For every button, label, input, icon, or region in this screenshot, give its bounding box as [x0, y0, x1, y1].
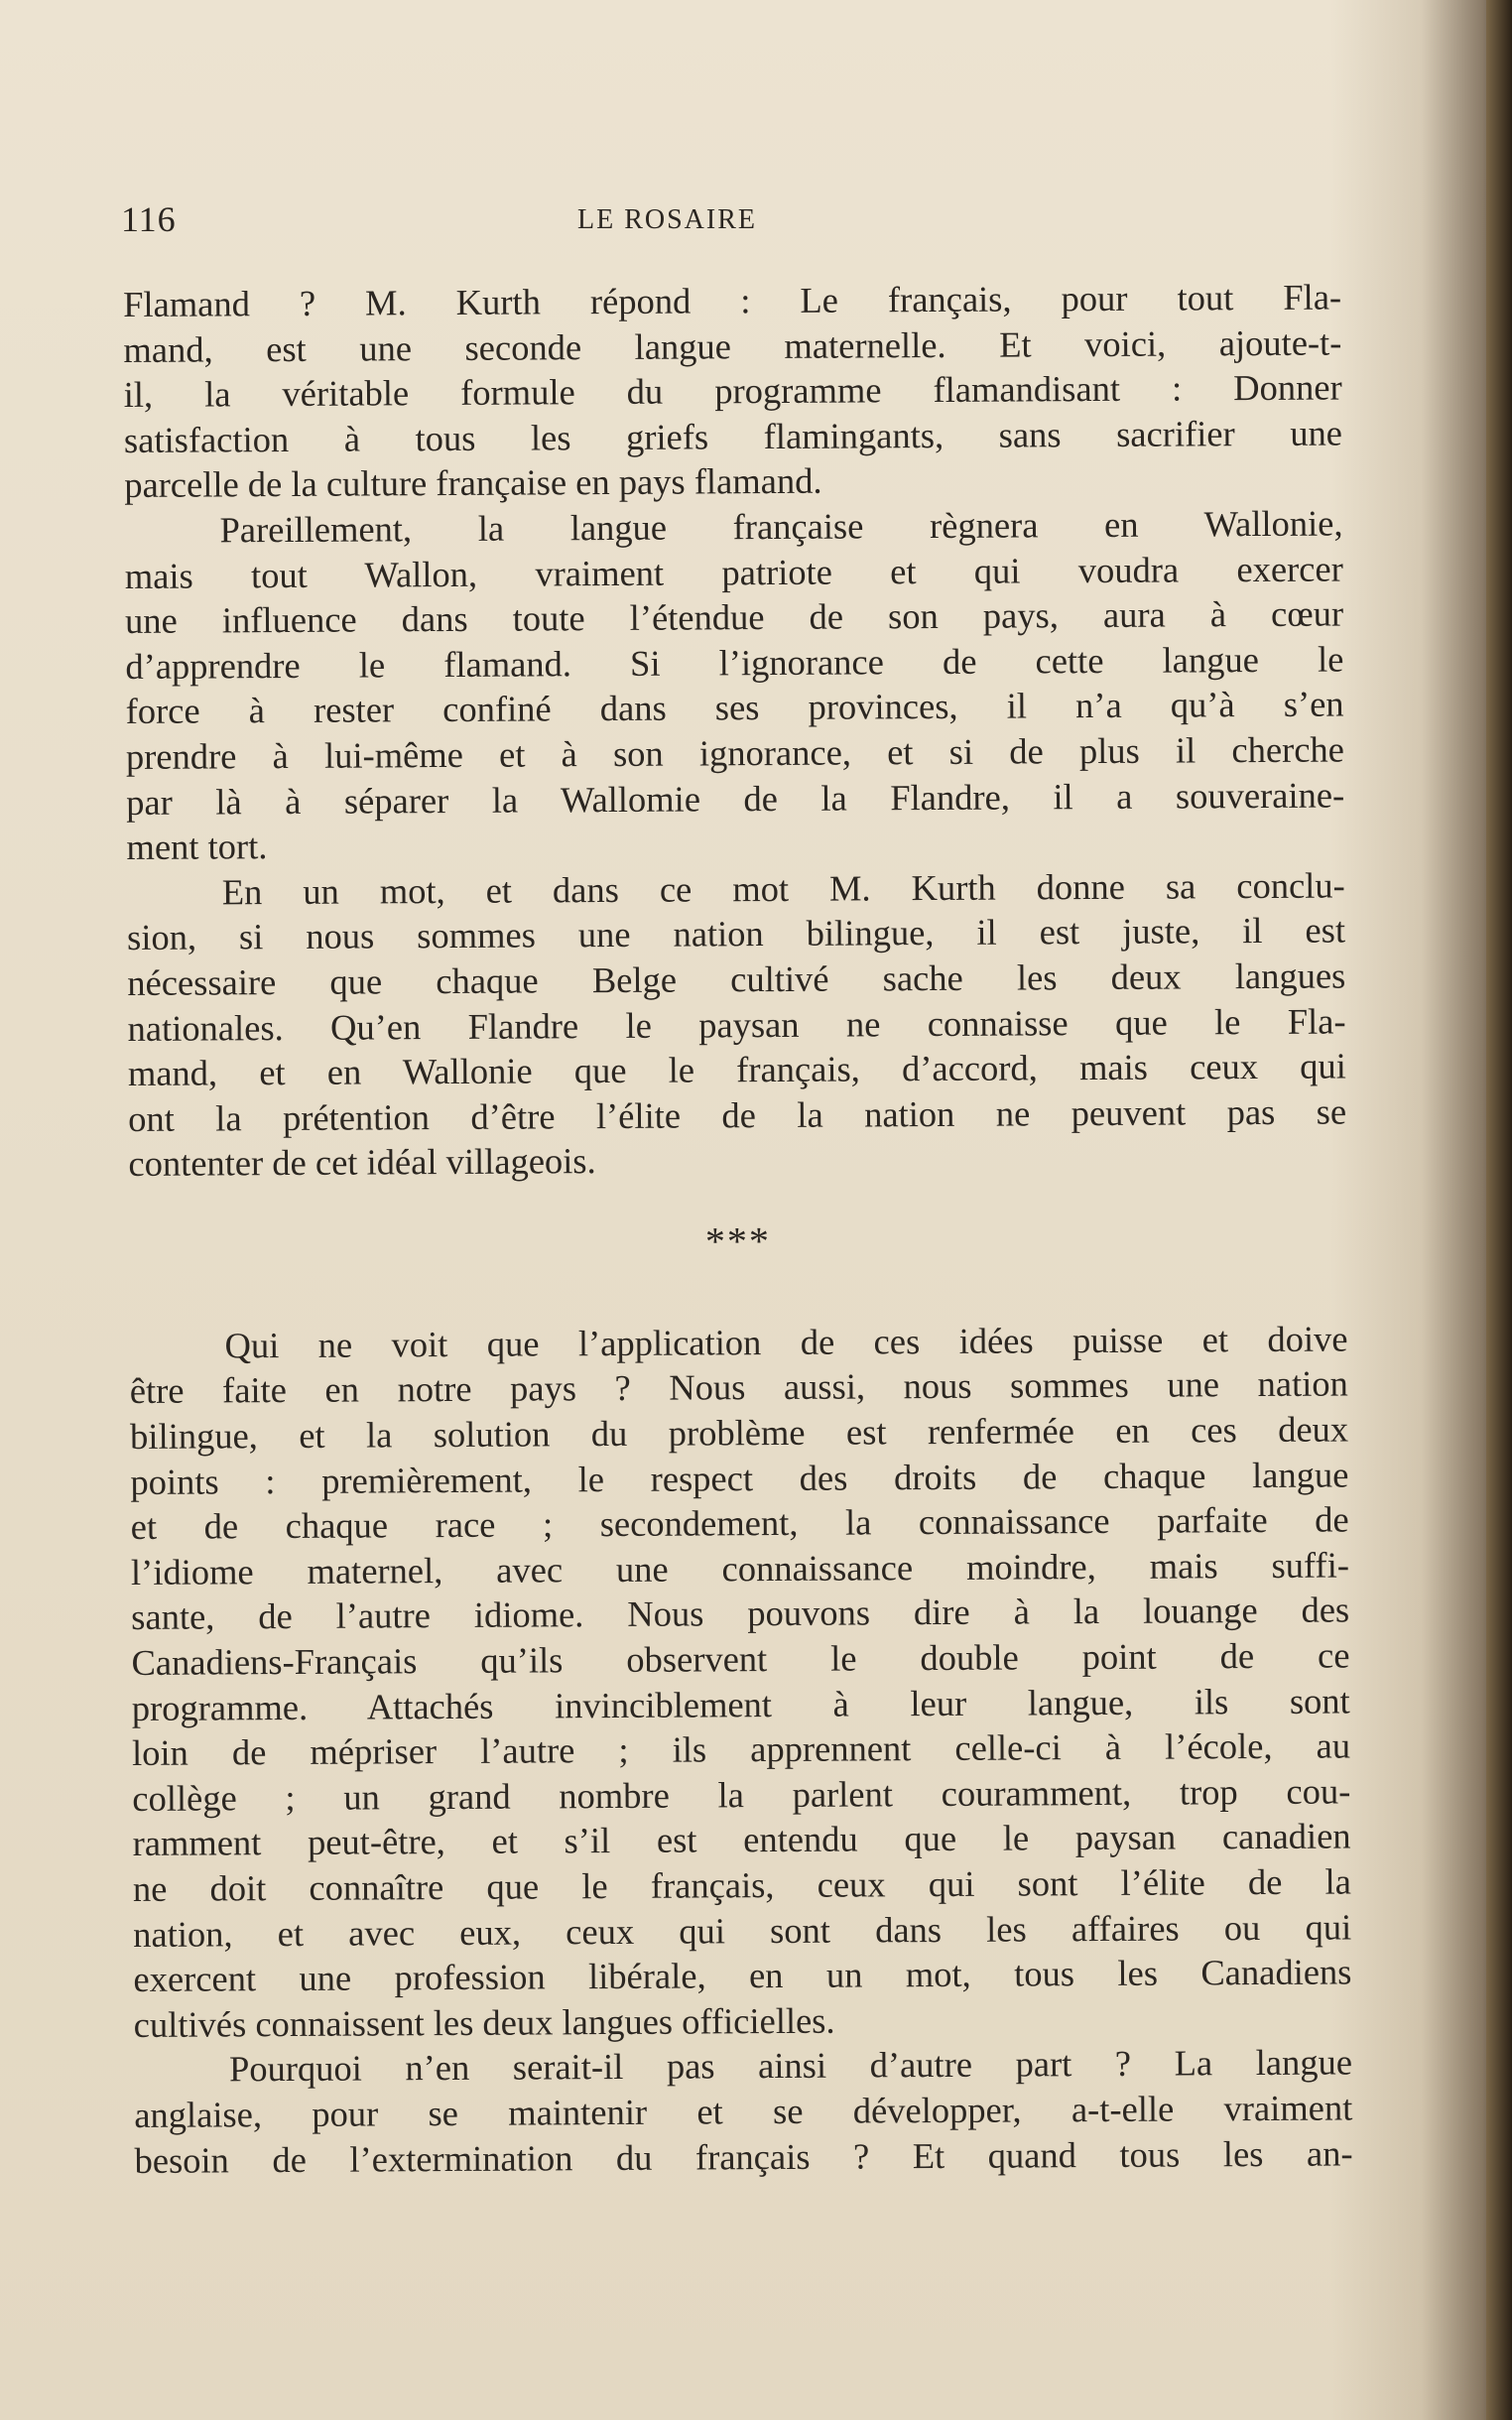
text-line: prendre à lui-même et à son ignorance, et si de plus il cherche: [125, 728, 1345, 777]
paragraph-start-line: Pareillement, la langue française règnera en Wallonie,: [219, 502, 1343, 551]
text-line: Flamand ? M. Kurth répond : Le français, pour tout Fla-: [123, 276, 1342, 324]
text-line: sante, de l’autre idiome. Nous pouvons dire à la louange des: [131, 1589, 1350, 1638]
section-separator: [129, 1179, 1348, 1323]
text-line: nécessaire que chaque Belge cultivé sache les deux langues: [127, 955, 1346, 1003]
text-line: d’apprendre le flamand. Si l’ignorance de cette langue le: [125, 638, 1344, 687]
page-header: [121, 198, 1341, 248]
text-line: anglaise, pour se maintenir et se développer, a-t-elle vraiment: [134, 2087, 1353, 2135]
text-line: parcelle de la culture française en pays flamand.: [124, 460, 822, 506]
text-line: programme. Attachés invinciblement à leur langue, ils sont: [131, 1680, 1350, 1728]
text-line: cultivés connaissent les deux langues officielles.: [133, 1999, 835, 2045]
text-line: ramment peut-être, et s’il est entendu que le paysan canadien: [132, 1815, 1351, 1864]
text-line: par là à séparer la Wallomie de la Flandre, il a souveraine-: [126, 774, 1345, 823]
paragraph-start-line: En un mot, et dans ce mot M. Kurth donne sa conclu-: [221, 864, 1345, 913]
text-line: points : premièrement, le respect des droits de chaque langue: [130, 1454, 1349, 1502]
text-line: une influence dans toute l’étendue de son pays, aura à cœur: [124, 592, 1344, 642]
page-number: 116: [121, 199, 177, 239]
text-line: force à rester confiné dans ses provinces, il n’a qu’à s’en: [125, 683, 1344, 732]
text-line: Canadiens-Français qu’ils observent le double point de ce: [131, 1634, 1350, 1684]
paragraph-start-line: Qui ne voit que l’application de ces idées puisse et doive: [224, 1318, 1348, 1366]
running-head: LE ROSAIRE: [577, 204, 757, 235]
text-line: satisfaction à tous les griefs flamingants, sans sacrifier une: [123, 412, 1343, 460]
text-line: ont la prétention d’être l’élite de la nation ne peuvent pas se: [128, 1090, 1347, 1139]
text-line: contenter de cet idéal villageois.: [128, 1140, 596, 1185]
text-line: bilingue, et la solution du problème est renfermée en ces deux: [129, 1408, 1349, 1458]
text-line: l’idiome maternel, avec une connaissance moindre, mais suffi-: [130, 1544, 1350, 1592]
book-spine-shadow: [1486, 0, 1512, 2420]
text-line: collège ; un grand nombre la parlent couramment, trop cou-: [132, 1770, 1351, 1819]
text-line: exercent une profession libérale, en un mot, tous les Canadiens: [133, 1951, 1352, 2000]
text-line: besoin de l’extermination du français ? Et quand tous les an-: [134, 2132, 1353, 2181]
text-line: mand, et en Wallonie que le français, d’accord, mais ceux qui: [127, 1045, 1346, 1094]
text-line: être faite en notre pays ? Nous aussi, nous sommes une nation: [129, 1362, 1348, 1412]
text-line: nationales. Qu’en Flandre le paysan ne connaisse que le Fla-: [127, 999, 1346, 1049]
text-line: il, la véritable formule du programme flamandisant : Donner: [123, 366, 1342, 416]
text-line: loin de mépriser l’autre ; ils apprennent celle-ci à l’école, au: [131, 1724, 1351, 1774]
page-body: [123, 274, 1353, 2183]
text-line: nation, et avec eux, ceux qui sont dans les affaires ou qui: [133, 1906, 1352, 1955]
paragraph-start-line: Pourquoi n’en serait-il pas ainsi d’autre part ? La langue: [228, 2041, 1353, 2090]
asterism: ***: [704, 1217, 772, 1264]
text-line: sion, si nous sommes une nation bilingue, il est juste, il est: [126, 909, 1346, 958]
text-line: ne doit connaître que le français, ceux qui sont l’élite de la: [132, 1860, 1351, 1909]
text-line: mais tout Wallon, vraiment patriote et qui voudra exercer: [124, 548, 1343, 596]
text-line: et de chaque race ; secondement, la connaissance parfaite de: [130, 1498, 1349, 1548]
text-line: mand, est une seconde langue maternelle. Et voici, ajoute-t-: [123, 321, 1342, 370]
text-line: ment tort.: [126, 826, 268, 868]
